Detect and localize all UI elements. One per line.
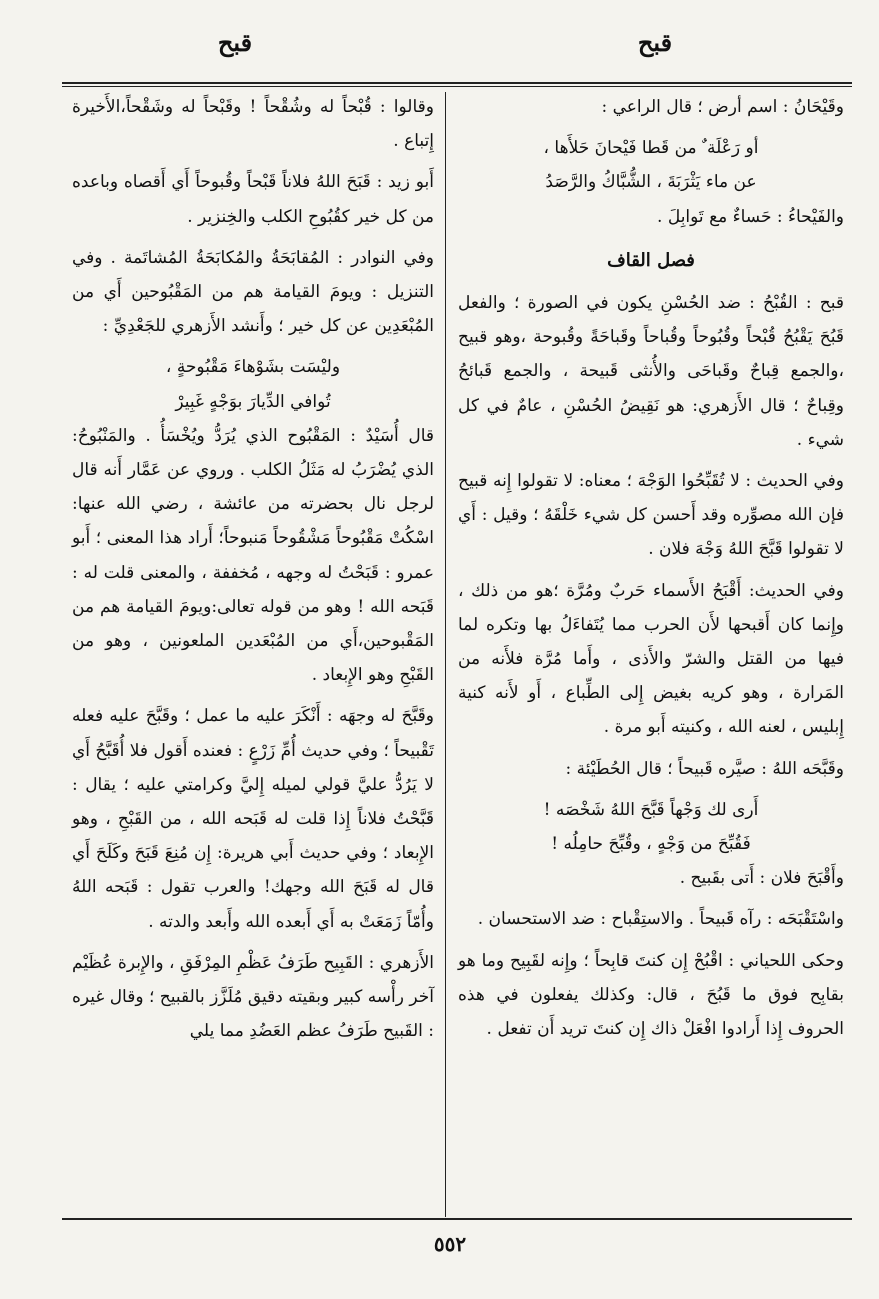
paragraph: وحكى اللحياني : اقْبُحْ إِن كنتَ قابِحاً ؛ وإِنه لقَبِيح وما هو بقابِح فوق ما قَبُحَ ، قال: وكذلك يفعلون في هذه الحروف إِذا أَرادوا افْعَلْ ذاك إِن كنتَ تريد أَن تفعل . [458, 950, 844, 1040]
right-column [458, 90, 844, 1053]
paragraph: قبح : القُبْحُ : ضد الحُسْنِ يكون في الصورة ؛ والفعل قَبُحَ يَقْبُحُ قُبْحاً وقُبُوحاً وقُباحاً وقَباحَةً وقُبوحة ،وهو قبيح ،والجمع قِباحٌ وقَباحَى والأُنثى قَبيحة ، والجمع قَبائحُ وقِباحٌ ؛ قال الأَزهري: هو نَقِيضُ الحُسْنِ ، عامٌ في كل شيء . [458, 293, 844, 450]
left-column [72, 90, 434, 1055]
header-rule-thin [62, 86, 852, 87]
paragraph: وفي الحديث : لا تُقَبِّحُوا الوَجْهَ ؛ معناه: لا تقولوا إِنه قبيح فإن الله مصوِّره وقد أَحسن كل شيء خَلْقَهُ ؛ وقيل : أَي لا تقولوا قَبَّحَ اللهُ وَجْهَ فلان . [458, 471, 844, 560]
paragraph: أَبو زيد : قَبَحَ اللهُ فلاناً قَبْحاً وقُبوحاً أَي أَقصاه وباعده من كل خير كقُبُوحِ الكلب والخِنزير . [72, 172, 434, 227]
paragraph: وقَيْحَانُ : اسم أرض ؛ قال الراعي : [601, 97, 844, 117]
verse-line: أَرى لك وَجْهاً قَبَّحَ اللهُ شَخْصَه ! [543, 799, 759, 820]
paragraph: وفي النوادر : المُقابَحَةُ والمُكابَحَةُ المُشاتَمة . وفي التنزيل : ويومَ القيامة هم من المَقْبُوحين أَي من المُبْعَدِين عن كل خير ؛ وأَنشد الأَزهري للجَعْدِيِّ : [72, 247, 434, 337]
paragraph: والفَيْحاءُ : حَساءٌ مع تَوابِلَ . [657, 206, 844, 227]
section-title: فصل القاف [607, 249, 695, 271]
verse-line: تُوافي الدِّيارَ بوَجْهٍ غَبِيرْ [175, 391, 331, 412]
paragraph: وفي الحديث: أَقْبَحُ الأَسماء حَربٌ ومُرَّة ؛هو من ذلك ، وإِنما كان أَقبحها لأَن الحرب مما يُتَفاءَلُ بها وتكره لما فيها من القتل والشرّ والأَذى ، وأَما مُرَّة فلأَنه من المَرارة ، وهو كريه بغيض إِلى الطِّباع ، أَو لأَنه كنية إِبليس ، لعنه الله ، وكنيته أَبو مرة . [458, 580, 844, 738]
verse-line: فَقُبِّحَ من وَجْهٍ ، وقُبِّحَ حامِلُه ! [551, 834, 751, 855]
page-number: ٥٥٢ [433, 1232, 467, 1256]
verse-line: وليْسَت بشَوْهاءَ مَقْبُوحةٍ ، [165, 357, 341, 378]
column-divider [445, 92, 446, 1217]
paragraph: قال أُسَيْدٌ : المَقْبُوح الذي يُرَدُّ ويُخْسَأُ . والمَنْبُوحُ: الذي يُضْرَبُ له مَثَلُ الكلب . وروي عن عَمَّار أَنه قال لرجل نال بحضرته من عائشة ، رضي الله عنها: اسْكُتْ مَقْبُوحاً مَشْقُوحاً مَنبوحاً؛ أَراد هذا المعنى ؛ أَبو عمرو : قَبَحْتُ له وجهه ، مُخففة ، والمعنى قلت له : قَبَحه الله ! وهو من قوله تعالى:ويومَ القيامة هم من المَقْبوحين،أَي من المُبْعَدين الملعونين ، وهو من القَبْحِ وهو الإِبعاد . [72, 425, 434, 686]
verse-line: عن ماء يَثْرَبَةَ ، الشُّبَّاكُ والرَّصَدُ [545, 172, 757, 193]
running-header-left: قبح [217, 28, 253, 57]
running-header-right: قبح [637, 28, 673, 57]
paragraph: وقَبَّحَه اللهُ : صيَّره قَبيحاً ؛ قال الحُطَيْئة : [565, 758, 844, 779]
paragraph: الأَزهري : القَبِيح طَرَفُ عَظْمِ المِرْفَقِ ، والإِبرة عُظَيْم آخر رأْسه كبير وبقيته دقيق مُلَزَّز بالقبيح ؛ وقال غيره : القَبيح طَرَفُ عظم العَضُدِ مما يلي [71, 952, 434, 1042]
paragraph: وقالوا : قُبْحاً له وشُقْحاً ! وقَبْحاً له وشَقْحاً،الأَخيرة إِتباع . [72, 97, 434, 152]
paragraph: واسْتَقْبَحَه : رآه قَبيحاً . والاستِقْباح : ضد الاستحسان . [477, 909, 844, 930]
paragraph: وقَبَّحَ له وجهَه : أَنْكَرَ عليه ما عمل ؛ وقَبَّحَ عليه فعله تَقْبيحاً ؛ وفي حديث أُمِّ زَرْعٍ : فعنده أَقول فلا أُقَبَّحُ أَي لا يَرُدُّ عليَّ قولي لميله إِليَّ وكرامتي عليه ؛ يقال : قَبَّحْتُ فلاناً إِذا قلت له قَبَحه الله ، من القَبْحِ ، وهو الإِبعاد ؛ وفي حديث أَبي هريرة: إِن مُنِعَ قَبَحَ وكَلَحَ أَي قال له قَبَحَ الله وجهك! والعرب تقول : قَبَحه اللهُ وأُمّاً زَمَعَتْ به أَي أَبعده الله وأَبعد والدته . [71, 706, 434, 932]
verse-line: أو رَعْلَة ٌ من قَطا فَيْحانَ حَلأَها ، [543, 138, 759, 159]
header-rule [62, 82, 852, 84]
paragraph: وأَقْبَحَ فلان : أَتى بقَبيح . [679, 868, 844, 889]
footer-rule [62, 1218, 852, 1220]
